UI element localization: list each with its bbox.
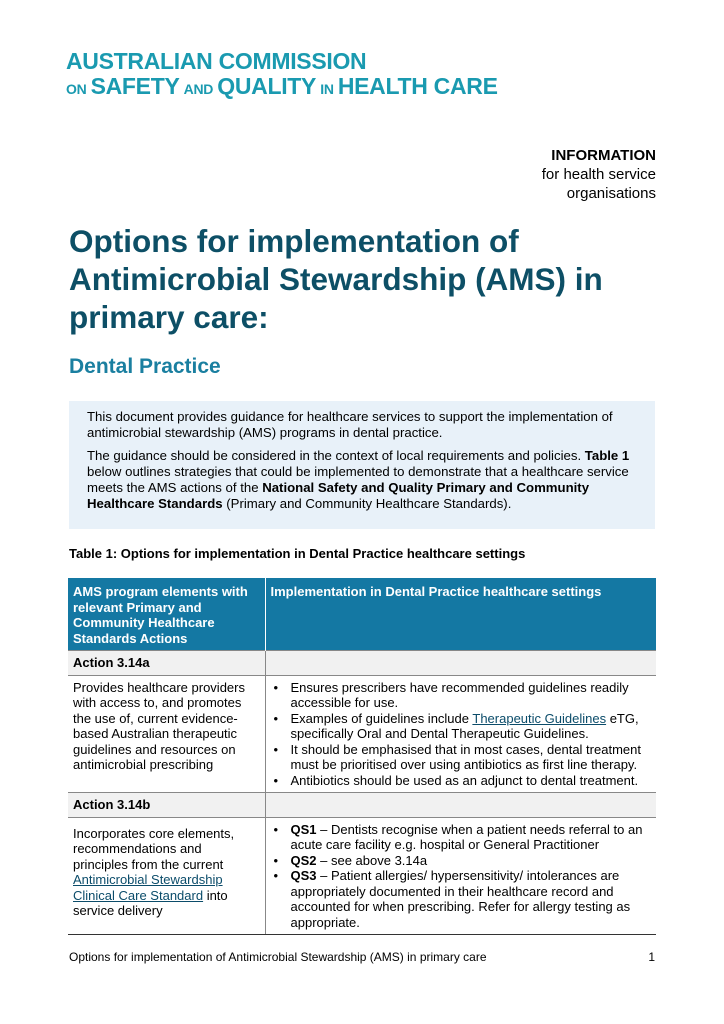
page-number: 1 bbox=[648, 950, 655, 964]
information-line1: for health service bbox=[541, 166, 656, 183]
list-item: • Ensures prescribers have recommended guidelines readily accessible for use. bbox=[289, 680, 652, 711]
information-label bbox=[542, 146, 656, 203]
information-line2: organisations bbox=[566, 185, 656, 202]
action-label: Action 3.14b bbox=[68, 793, 265, 818]
footer-divider bbox=[68, 934, 656, 935]
ams-clinical-care-standard-link[interactable]: Antimicrobial Stewardship Clinical Care Standard bbox=[73, 872, 223, 903]
information-title: INFORMATION bbox=[551, 147, 656, 164]
list-item: • QS2 – see above 3.14a bbox=[289, 853, 652, 869]
header-elements: AMS program elements with relevant Primary and Community Healthcare Standards Actions bbox=[68, 578, 265, 651]
quality-statement-list bbox=[271, 822, 652, 931]
intro-paragraph-2: The guidance should be considered in the context of local requirements and policies. Table 1 below outlines strategies that could be implemented to demonstrate that a healthcare service meets the AMS actions of the National Safety and Quality Primary and Community Healthcare Standards (Primary and Community Healthcare Standards). bbox=[87, 448, 630, 511]
action-row-3-14a bbox=[68, 651, 656, 676]
implementation-table bbox=[68, 578, 656, 934]
table-header-row bbox=[68, 578, 656, 651]
table-caption: Table 1: Options for implementation in Dental Practice healthcare settings bbox=[69, 546, 526, 561]
list-item: • It should be emphasised that in most cases, dental treatment must be prioritised over using antibiotics as first line therapy. bbox=[289, 742, 652, 773]
table-row bbox=[68, 675, 656, 793]
list-item: • Examples of guidelines include Therapeutic Guidelines eTG, specifically Oral and Dental Therapeutic Guidelines. bbox=[289, 711, 652, 742]
therapeutic-guidelines-link[interactable]: Therapeutic Guidelines bbox=[472, 710, 607, 726]
page-subtitle: Dental Practice bbox=[69, 355, 221, 378]
intro-box bbox=[69, 401, 655, 529]
header-implementation: Implementation in Dental Practice healthcare settings bbox=[265, 578, 656, 651]
logo-line2: ON SAFETY AND QUALITY IN HEALTH CARE bbox=[66, 73, 498, 99]
intro-paragraph-1: This document provides guidance for healthcare services to support the implementation of antimicrobial stewardship (AMS) programs in dental practice. bbox=[87, 409, 613, 440]
action-label: Action 3.14a bbox=[68, 651, 265, 676]
footer-text: Options for implementation of Antimicrobial Stewardship (AMS) in primary care bbox=[69, 950, 487, 964]
action-description: Incorporates core elements, recommendations and principles from the current Antimicrobial Stewardship Clinical Care Standard into service delivery bbox=[68, 817, 265, 934]
logo-line1: AUSTRALIAN COMMISSION bbox=[66, 48, 367, 74]
action-row-3-14b bbox=[68, 793, 656, 818]
table-row bbox=[68, 817, 656, 934]
list-item: • QS1 – Dentists recognise when a patient needs referral to an acute care facility e.g. hospital or General Practitioner bbox=[289, 822, 652, 853]
commission-logo bbox=[66, 50, 498, 98]
page-title: Options for implementation of Antimicrobial Stewardship (AMS) in primary care: bbox=[69, 223, 603, 335]
action-description: Provides healthcare providers with access to, and promotes the use of, current evidence-based Australian therapeutic guidelines and resources on antimicrobial prescribing bbox=[68, 675, 265, 793]
implementation-list bbox=[271, 680, 652, 789]
list-item: • QS3 – Patient allergies/ hypersensitivity/ intolerances are appropriately documented in their healthcare record and accounted for when prescribing. Refer for allergy testing as appropriate. bbox=[289, 868, 652, 930]
list-item: • Antibiotics should be used as an adjunct to dental treatment. bbox=[289, 773, 652, 789]
